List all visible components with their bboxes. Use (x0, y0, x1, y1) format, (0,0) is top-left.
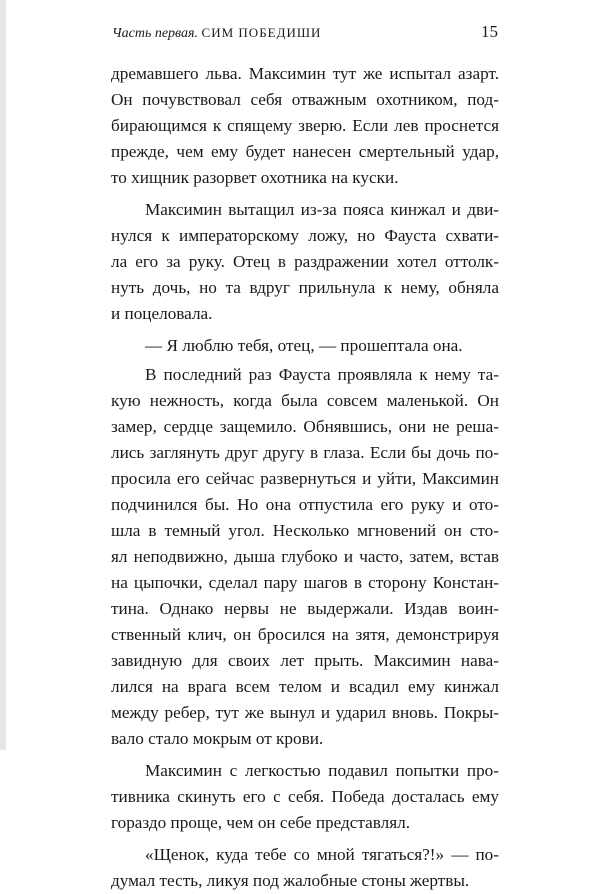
paragraph (111, 362, 499, 752)
text-line: лись заглянуть друг другу в глаза. Если бы дочь по- (111, 443, 499, 462)
text-line: кую нежность, когда была совсем маленькой. Он (111, 391, 499, 410)
text-line: нулся к императорскому ложу, но Фауста схвати- (111, 226, 499, 245)
text-line: Максимин с легкостью подавил попытки про- (145, 761, 499, 780)
text-line: думал тесть, ликуя под жалобные стоны жертвы. (111, 871, 470, 890)
paragraph (111, 197, 499, 327)
page-edge-shadow (0, 0, 6, 750)
text-line: замер, сердце защемило. Обнявшись, они не реша- (111, 417, 499, 436)
text-line: тивника скинуть его с себя. Победа досталась ему (111, 787, 499, 806)
page-number: 15 (481, 22, 498, 41)
text-line: вало стало мокрым от крови. (111, 729, 324, 748)
text-line: то хищник разорвет охотника на куски. (111, 168, 399, 187)
text-line: В последний раз Фауста проявляла к нему та- (145, 365, 499, 384)
text-line: ял неподвижно, дыша глубоко и часто, затем, встав (111, 547, 499, 566)
text-line: просила его сейчас развернуться и уйти, Максимин (111, 469, 499, 488)
text-line: нуть дочь, но та вдруг прильнула к нему, обняла (111, 278, 499, 297)
text-line: прежде, чем ему будет нанесен смертельный удар, (111, 142, 499, 161)
text-line: бирающимся к спящему зверю. Если лев проснется (111, 116, 499, 135)
paragraph (111, 842, 499, 894)
paragraph (111, 61, 499, 191)
page-header (112, 22, 498, 44)
text-line: ла его за руку. Отец в раздражении хотел оттолк- (111, 252, 499, 271)
text-line: завидную для своих лет прыть. Максимин нава- (111, 651, 499, 670)
text-line: ственный клич, он бросился на зятя, демонстрируя (111, 625, 499, 644)
text-line: гораздо проще, чем он себе представлял. (111, 813, 411, 832)
paragraph (111, 333, 499, 359)
text-line: тина. Однако нервы не выдержали. Издав воин- (111, 599, 499, 618)
text-line: «Щенок, куда тебе со мной тягаться?!» — по- (145, 845, 499, 864)
running-head (112, 25, 321, 42)
text-line: Максимин вытащил из-за пояса кинжал и дви- (145, 200, 499, 219)
text-line: — Я люблю тебя, отец, — прошептала она. (145, 336, 463, 355)
text-line: и поцеловала. (111, 304, 213, 323)
text-line: подчинился бы. Но она отпустила его руку и ото- (111, 495, 499, 514)
running-head-part: Часть первая. (112, 26, 199, 41)
running-head-title: СИМ ПОБЕДИШИ (201, 25, 322, 40)
text-line: лился на врага всем телом и всадил ему кинжал (111, 677, 499, 696)
text-line: между ребер, тут же вынул и ударил вновь. Покры- (111, 703, 499, 722)
text-line: дремавшего льва. Максимин тут же испытал азарт. (111, 64, 499, 83)
text-line: Он почувствовал себя отважным охотником, под- (111, 90, 499, 109)
body-text (111, 61, 499, 894)
text-line: шла в темный угол. Несколько мгновений он сто- (111, 521, 499, 540)
text-line: на цыпочки, сделал пару шагов в сторону Констан- (111, 573, 499, 592)
paragraph (111, 758, 499, 836)
